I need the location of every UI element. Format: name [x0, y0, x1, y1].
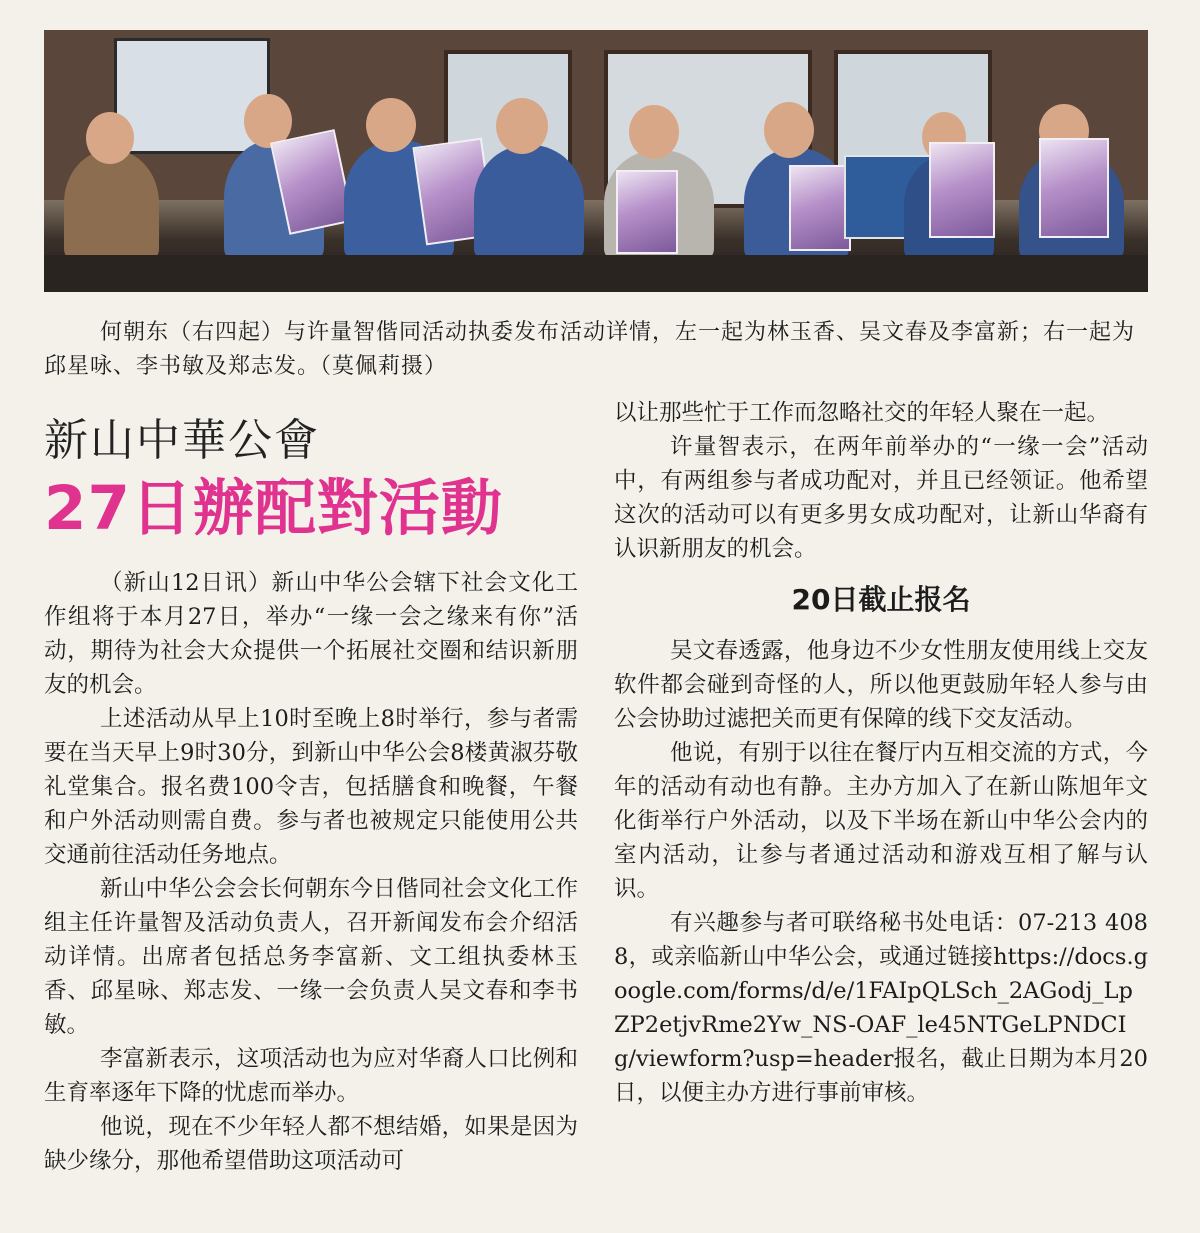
paragraph: 他说，现在不少年轻人都不想结婚，如果是因为缺少缘分，那他希望借助这项活动可 — [44, 1114, 578, 1174]
press-conference-photo — [44, 30, 1148, 292]
paragraph: 新山中华公会会长何朝东今日偕同社会文化工作组主任许量智及活动负责人，召开新闻发布会介绍活动详情。出席者包括总务李富新、文工组执委林玉香、邱星咏、郑志发、一缘一会负责人吴文春和李书敏。 — [44, 876, 578, 1038]
conference-table — [44, 255, 1148, 292]
paragraph: 许量智表示，在两年前举办的“一缘一会”活动中，有两组参与者成功配对，并且已经领证。他希望这次的活动可以有更多男女成功配对，让新山华裔有认识新朋友的机会。 — [614, 434, 1148, 562]
person-1-head — [86, 112, 134, 164]
flyer-6 — [1039, 138, 1109, 238]
paragraph: 他说，有别于以往在餐厅内互相交流的方式，今年的活动有动也有静。主办方加入了在新山陈旭年文化街举行户外活动，以及下半场在新山中华公会内的室内活动，让参与者通过活动和游戏互相了解与认识。 — [614, 740, 1148, 902]
person-6-head — [764, 102, 814, 158]
paragraph: （新山12日讯）新山中华公会辖下社会文化工作组将于本月27日，举办“一缘一会之缘来有你”活动，期待为社会大众提供一个拓展社交圈和结识新朋友的机会。 — [44, 570, 578, 698]
person-3-head — [366, 98, 416, 152]
article-column-left — [44, 566, 578, 1178]
paragraph-continued: 以让那些忙于工作而忽略社交的年轻人聚在一起。 — [614, 400, 1110, 426]
flyer-4 — [789, 165, 851, 251]
paragraph: 吴文春透露，他身边不少女性朋友使用线上交友软件都会碰到奇怪的人，所以他更鼓励年轻人参与由公会协助过滤把关而更有保障的线下交友活动。 — [614, 638, 1148, 732]
headline-main: 27日辦配對活動 — [44, 473, 503, 544]
paragraph-contact: 有兴趣参与者可联络秘书处电话：07-213 4088，或亲临新山中华公会，或通过链接https://docs.google.com/forms/d/e/1FAIpQLSch_2AGodj_LpZP2etjvRme2Yw_NS-OAF_le45NTGeLPNDCIg/viewform?usp=header报名，截止日期为本月20日，以便主办方进行事前审核。 — [614, 910, 1148, 1106]
person-5-head — [629, 105, 679, 159]
person-1 — [64, 150, 159, 260]
person-4-head — [496, 98, 548, 154]
subheading: 20日截止报名 — [791, 583, 971, 616]
headline-kicker: 新山中華公會 — [44, 416, 320, 465]
paragraph: 上述活动从早上10时至晚上8时举行，参与者需要在当天早上9时30分，到新山中华公会8楼黄淑芬敬礼堂集合。报名费100令吉，包括膳食和晚餐，午餐和户外活动则需自费。参与者也被规定只能使用公共交通前往活动任务地点。 — [44, 706, 578, 868]
paragraph: 李富新表示，这项活动也为应对华裔人口比例和生育率逐年下降的忧虑而举办。 — [44, 1046, 578, 1106]
photo-caption: 何朝东（右四起）与许量智偕同活动执委发布活动详情，左一起为林玉香、吴文春及李富新；右一起为邱星咏、李书敏及郑志发。（莫佩莉摄） — [44, 320, 1136, 379]
article-column-right — [614, 396, 1148, 1110]
person-4 — [474, 145, 584, 260]
flyer-5 — [929, 142, 995, 238]
newspaper-board — [114, 38, 270, 154]
flyer-3 — [616, 170, 678, 254]
